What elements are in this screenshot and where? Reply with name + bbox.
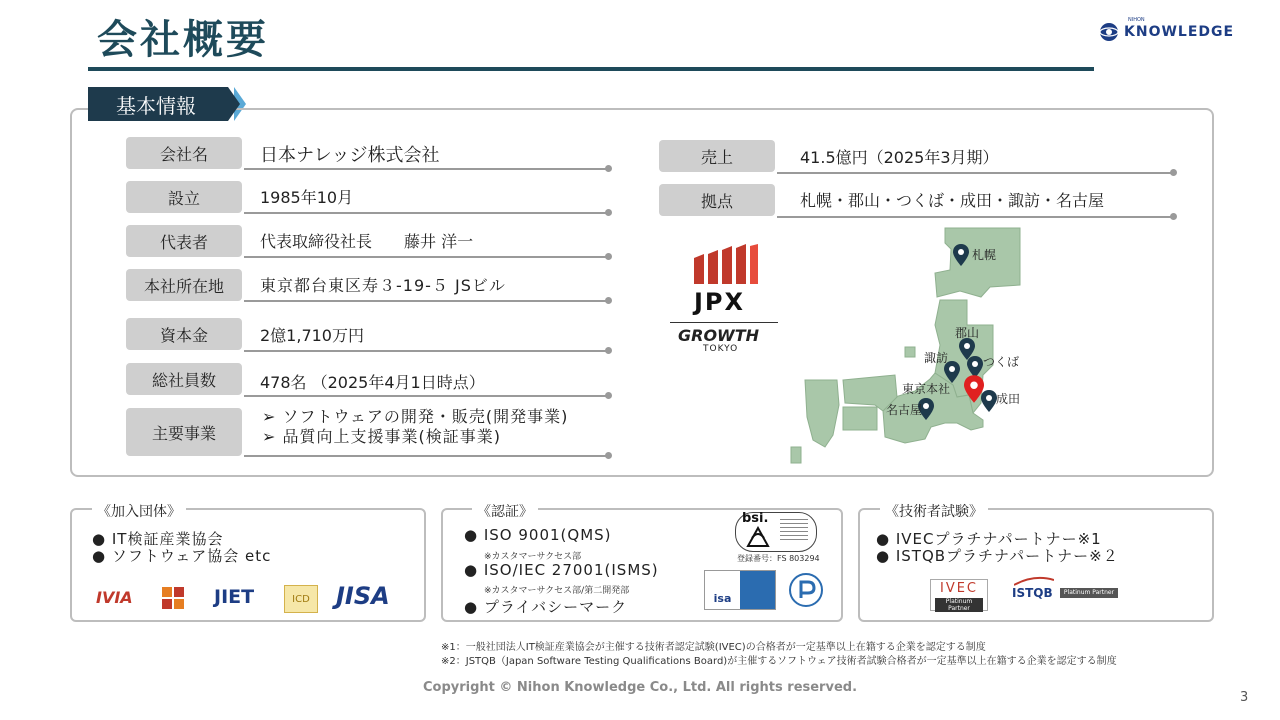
page-title: 会社概要 [97, 17, 269, 63]
ivec-name: IVEC [939, 581, 979, 596]
map-pin-icon [953, 244, 969, 266]
section-tab-label: 基本情報 [116, 93, 196, 118]
logo-sub-text: NIHON [1128, 17, 1145, 23]
bsi-kitemark-icon [746, 526, 770, 548]
row-divider [244, 212, 608, 214]
istqb-logo [1010, 576, 1120, 606]
row-label-sales: 売上 [659, 140, 775, 172]
row-label-company-name: 会社名 [126, 137, 242, 169]
privacy-mark-icon [788, 572, 824, 608]
cert-item-iso9001: ● ISO 9001(QMS) [464, 526, 612, 544]
japan-map [785, 225, 1035, 470]
row-divider [777, 216, 1173, 218]
isms-badge [704, 570, 776, 610]
cert-note: ※カスタマーサクセス部/第二開発部 [484, 586, 630, 596]
map-island-south [791, 447, 801, 463]
jpx-mark-icon [692, 244, 762, 286]
exam-item: ● IVECプラチナパートナー※1 [876, 530, 1102, 548]
jpx-divider [670, 322, 778, 323]
ivec-sub: Platinum Partner [935, 598, 983, 612]
row-value-employees: 478名 （2025年4月1日時点） [260, 373, 485, 392]
bsi-fineprint [780, 519, 808, 543]
bsi-name: bsi. [742, 511, 769, 526]
row-label-headquarters: 本社所在地 [126, 269, 242, 301]
row-label-founded: 設立 [126, 181, 242, 213]
pin-label-tsukuba: つくば [983, 355, 1020, 369]
business-item: ➢ ソフトウェアの開発・販売(開発事業) [262, 407, 569, 426]
row-label-business: 主要事業 [126, 408, 242, 456]
ivia-logo: IVIA [96, 588, 133, 607]
association-mark-icon [162, 587, 184, 609]
cert-note: ※カスタマーサクセス部 [484, 552, 582, 562]
pin-label-suwa: 諏訪 [924, 351, 949, 365]
jiet-logo: JIET [214, 586, 255, 608]
istqb-swoosh-icon [1014, 576, 1054, 586]
row-value-locations: 札幌・郡山・つくば・成田・諏訪・名古屋 [800, 191, 1105, 210]
logo-text: KNOWLEDGE [1124, 24, 1235, 40]
row-divider [244, 455, 608, 457]
footnote-2: ※2：JSTQB（Japan Software Testing Qualifications Board)が主催するソフトウェア技術者試験合格者が一定基準以上在籍する企業を認定する制度 [441, 656, 1117, 667]
logo-globe-icon [1098, 21, 1120, 43]
jisa-logo: JISA [336, 582, 390, 610]
copyright-text: Copyright © Nihon Knowledge Co., Ltd. All rights reserved. [422, 680, 858, 695]
row-label-capital: 資本金 [126, 318, 242, 350]
pin-label-sapporo: 札幌 [972, 248, 997, 262]
map-pin-icon [981, 390, 997, 412]
row-label-locations: 拠点 [659, 184, 775, 216]
footnote-1: ※1：一般社団法人IT検証産業協会が主催する技術者認定試験(IVEC)の合格者が一定基準以上在籍する企業を認定する制度 [441, 642, 986, 653]
jpx-growth-logo [670, 244, 780, 356]
business-list [262, 407, 568, 447]
pin-label-koriyama: 郡山 [955, 326, 980, 340]
map-sado [905, 347, 915, 357]
row-value-founded: 1985年10月 [260, 188, 354, 207]
page-number: 3 [1240, 690, 1249, 705]
row-value-representative: 代表取締役社長 藤井 洋一 [260, 232, 474, 251]
row-value-company-name: 日本ナレッジ株式会社 [260, 145, 440, 166]
title-underline [88, 67, 1094, 71]
row-divider [244, 168, 608, 170]
pin-label-nagoya: 名古屋 [886, 403, 923, 417]
row-value-capital: 2億1,710万円 [260, 326, 364, 345]
istqb-name: ISTQB [1012, 586, 1053, 600]
cert-item-iso27001: ● ISO/IEC 27001(ISMS) [464, 561, 659, 579]
jpx-name: JPX [694, 288, 746, 316]
associations-title: 《加入団体》 [92, 501, 186, 521]
row-label-representative: 代表者 [126, 225, 242, 257]
row-value-sales: 41.5億円（2025年3月期） [800, 148, 999, 167]
isa-mark-icon: isa [705, 571, 740, 609]
section-tab-basic-info [88, 87, 228, 121]
row-value-headquarters: 東京都台東区寿３-19-５ JSビル [260, 276, 506, 295]
jpx-city: TOKYO [703, 344, 739, 354]
engineer-exams-title: 《技術者試験》 [880, 501, 988, 521]
map-kyushu [805, 380, 839, 447]
map-shikoku [843, 407, 877, 430]
row-divider [244, 350, 608, 352]
cert-item-privacy-mark: ● プライバシーマーク [464, 598, 628, 616]
association-item: ● IT検証産業協会 [92, 530, 224, 548]
row-divider [244, 300, 608, 302]
row-label-employees: 総社員数 [126, 363, 242, 395]
ivec-logo [930, 579, 988, 611]
jpx-market: GROWTH [678, 326, 760, 345]
bsi-badge [735, 512, 817, 552]
istqb-sub: Platinum Partner [1060, 588, 1118, 598]
row-divider [244, 256, 608, 258]
icd-logo: ICD [284, 585, 318, 613]
row-divider [244, 395, 608, 397]
bsi-caption: 登録番号：FS 803294 [737, 554, 820, 563]
pin-label-narita: 成田 [996, 392, 1021, 406]
row-divider [777, 172, 1173, 174]
pin-label-tokyo-hq: 東京本社 [902, 382, 951, 396]
certifications-title: 《認証》 [472, 501, 538, 521]
company-logo [1098, 17, 1258, 44]
isms-mark-icon [740, 571, 775, 609]
business-item: ➢ 品質向上支援事業(検証事業) [262, 427, 501, 446]
association-item: ● ソフトウェア協会 etc [92, 547, 272, 565]
exam-item: ● ISTQBプラチナパートナー※２ [876, 547, 1119, 565]
